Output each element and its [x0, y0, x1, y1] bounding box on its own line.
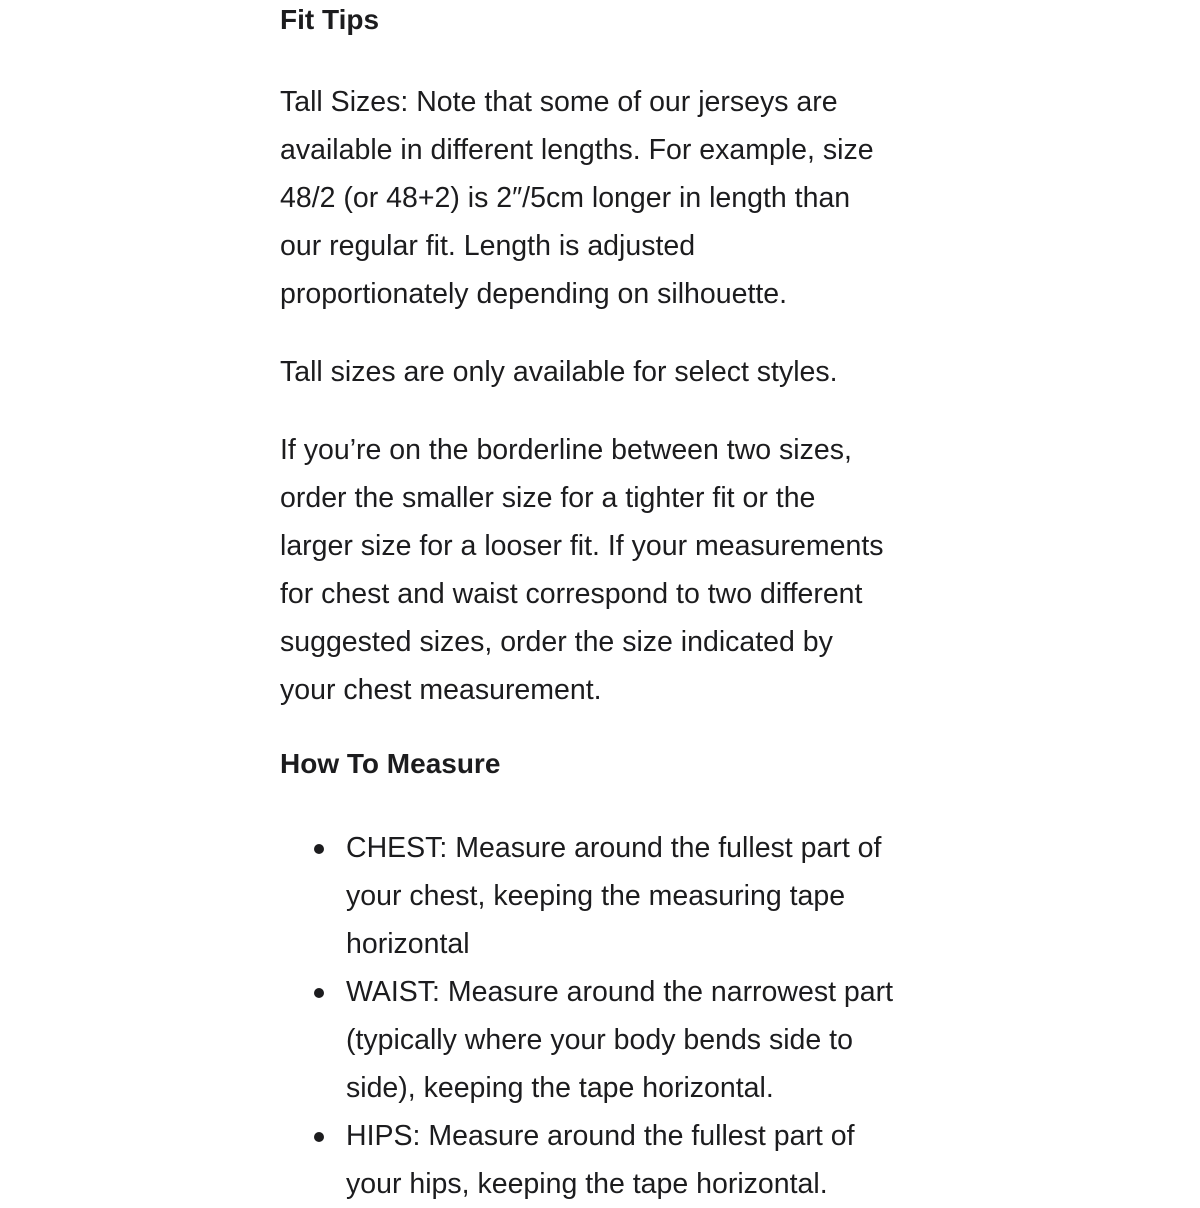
bullet-icon — [314, 988, 324, 998]
text-line: WAIST: Measure around the narrowest part — [346, 976, 894, 1008]
text-line: proportionately depending on silhouette. — [280, 278, 788, 310]
bullet-icon — [314, 1132, 324, 1142]
text-line: If you’re on the borderline between two sizes, — [280, 434, 852, 466]
list-item-hips — [280, 1112, 940, 1208]
text-line: (typically where your body bends side to — [346, 1024, 853, 1056]
article-content — [280, 0, 940, 1208]
text-line: your hips, keeping the tape horizontal. — [346, 1168, 828, 1200]
bullet-icon — [314, 844, 324, 854]
text-line: horizontal — [346, 928, 470, 960]
text-line: Tall sizes are only available for select styles. — [280, 356, 838, 388]
list-item-waist — [280, 968, 940, 1112]
borderline-paragraph — [280, 426, 940, 714]
text-line: Tall Sizes: Note that some of our jerseys are — [280, 86, 838, 118]
fit-tips-heading: Fit Tips — [280, 4, 380, 35]
how-to-measure-heading: How To Measure — [280, 748, 501, 779]
text-line: your chest, keeping the measuring tape — [346, 880, 846, 912]
text-line: order the smaller size for a tighter fit or the — [280, 482, 816, 514]
text-line: suggested sizes, order the size indicated by — [280, 626, 833, 658]
tall-availability-paragraph — [280, 348, 940, 396]
text-line: available in different lengths. For example, size — [280, 134, 874, 166]
text-line: 48/2 (or 48+2) is 2″/5cm longer in length than — [280, 182, 851, 214]
text-line: your chest measurement. — [280, 674, 602, 706]
list-item-chest — [280, 824, 940, 968]
tall-sizes-paragraph — [280, 78, 940, 318]
text-line: HIPS: Measure around the fullest part of — [346, 1120, 855, 1152]
text-line: our regular fit. Length is adjusted — [280, 230, 696, 262]
text-line: larger size for a looser fit. If your measurements — [280, 530, 884, 562]
text-line: for chest and waist correspond to two different — [280, 578, 863, 610]
text-line: CHEST: Measure around the fullest part of — [346, 832, 882, 864]
text-line: side), keeping the tape horizontal. — [346, 1072, 774, 1104]
measurement-list — [280, 824, 940, 1208]
